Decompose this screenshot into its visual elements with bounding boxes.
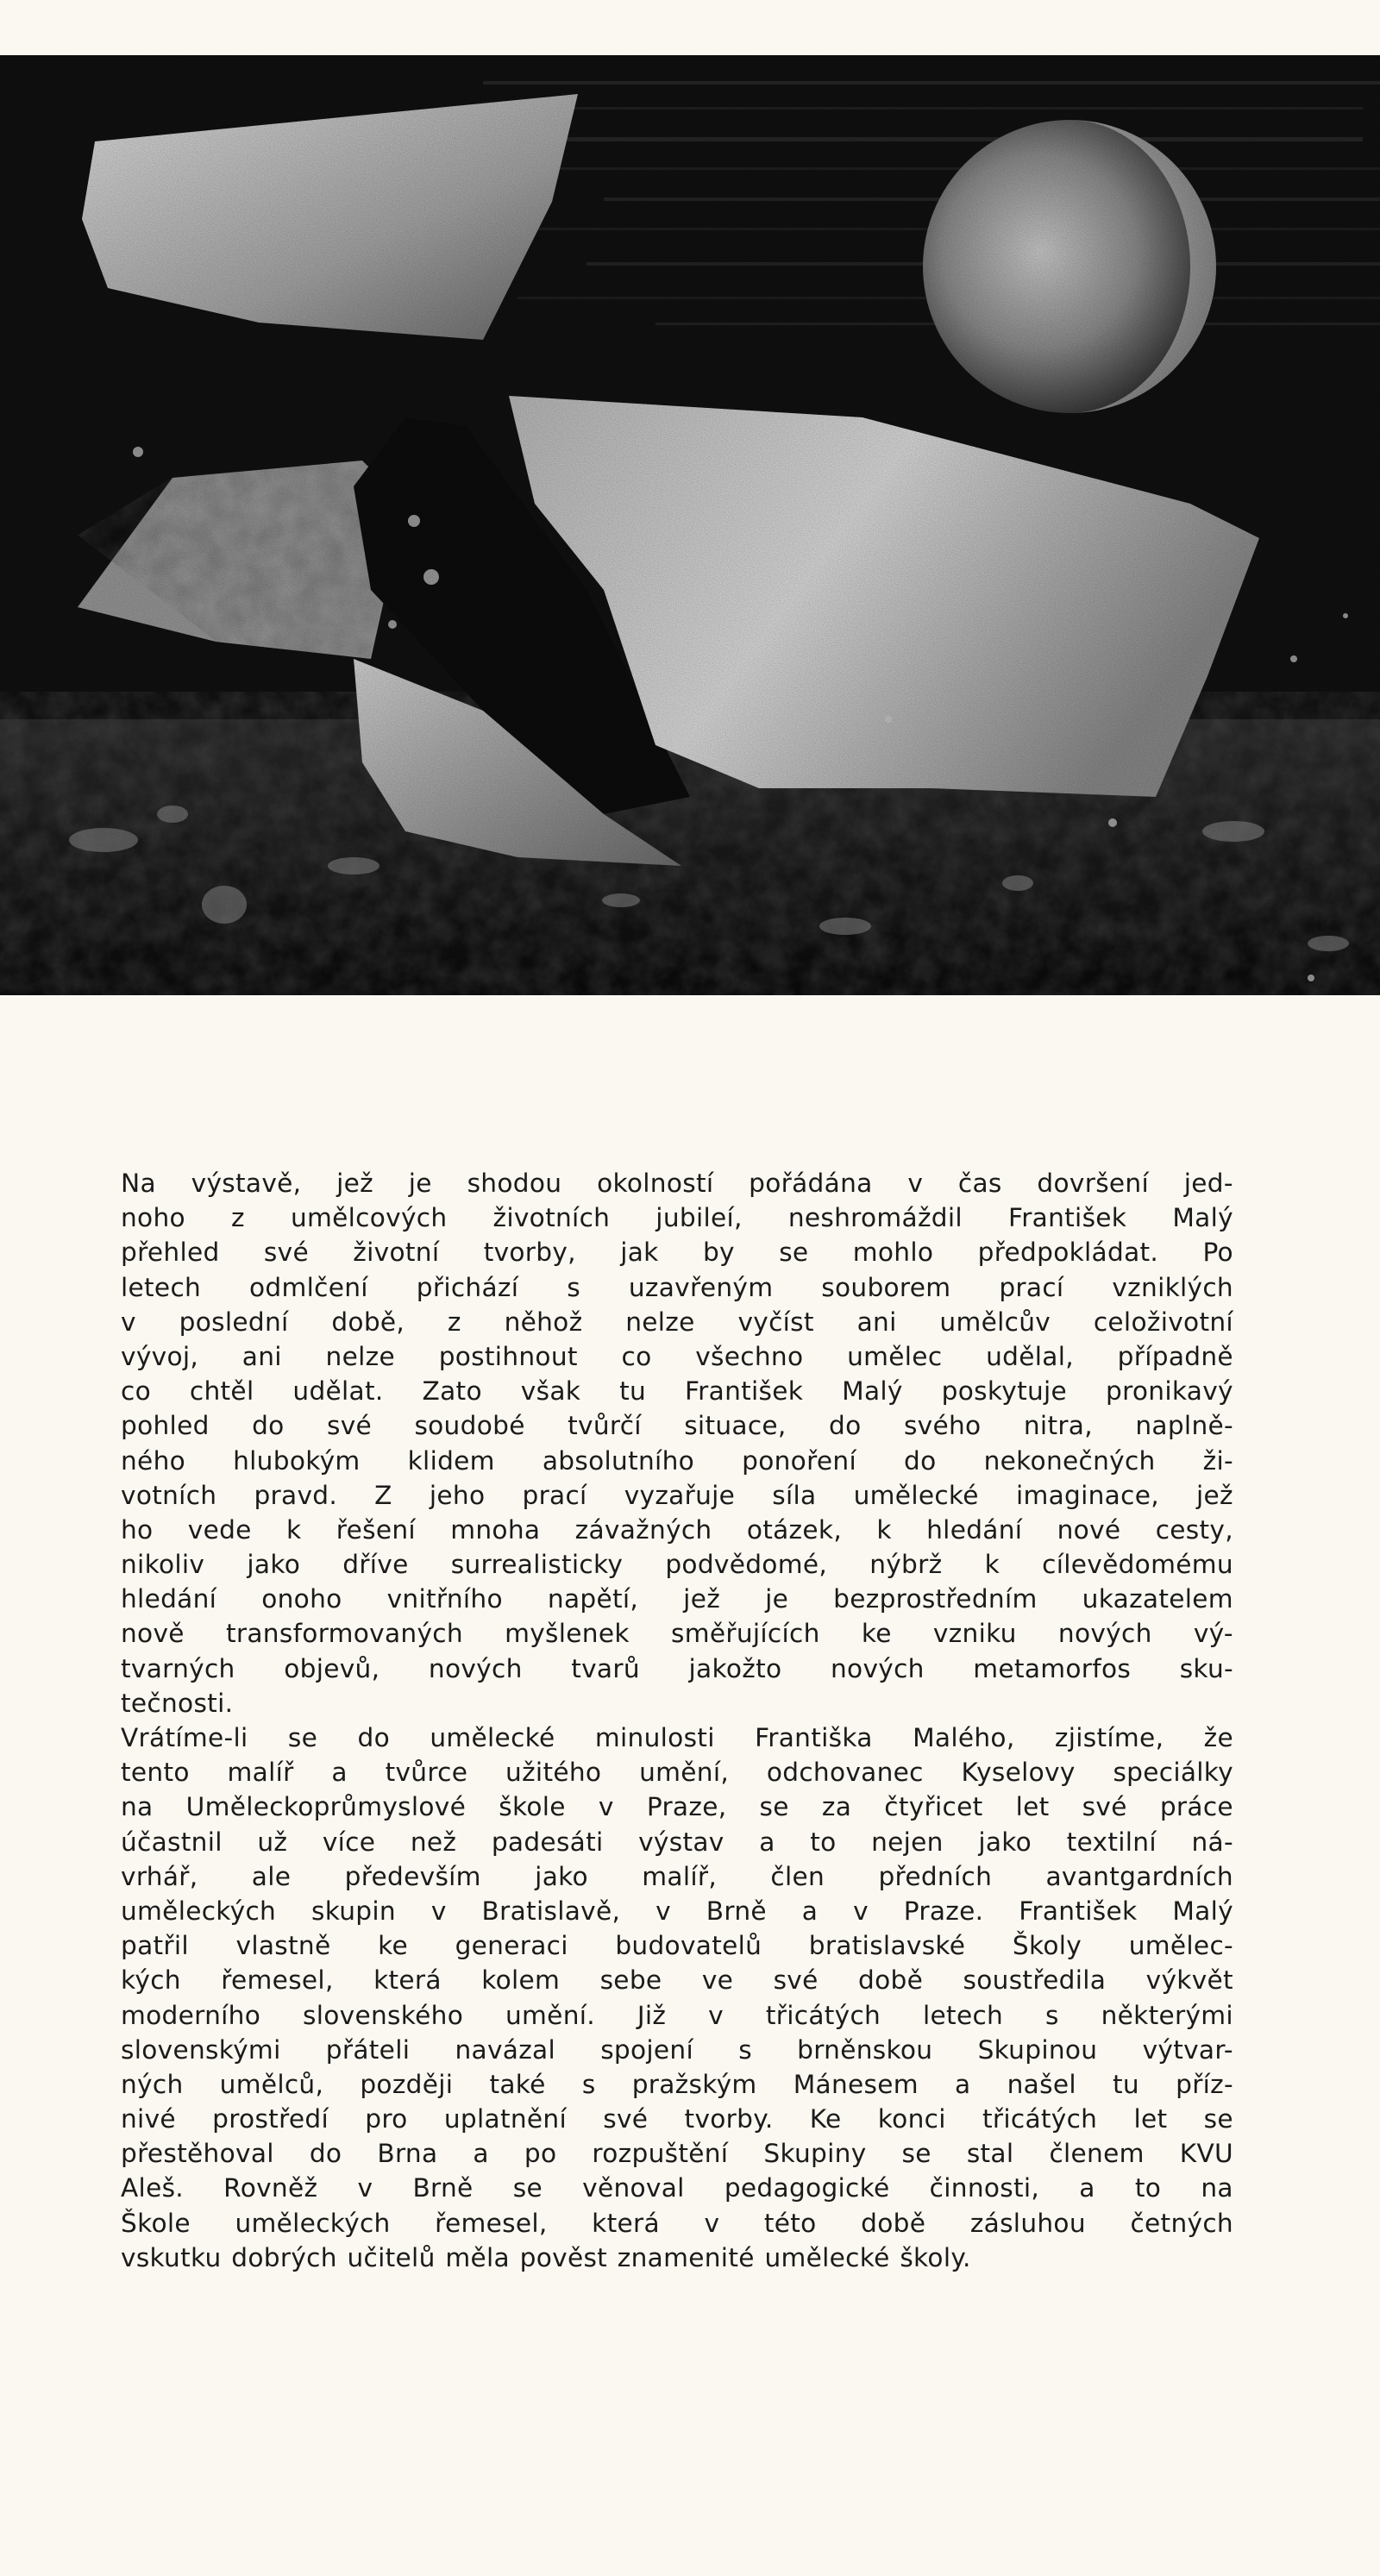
- text-line: vrhář, ale především jako malíř, člen předních avantgardních: [121, 1861, 1233, 1891]
- text-line: slovenskými přáteli navázal spojení s brněnskou Skupinou výtvar-: [121, 2034, 1233, 2065]
- text-line: hledání onoho vnitřního napětí, jež je bezprostředním ukazatelem: [121, 1584, 1233, 1614]
- text-line: tvarných objevů, nových tvarů jakožto nových metamorfos sku-: [121, 1653, 1233, 1683]
- article-text: [121, 1166, 1233, 2275]
- text-line: ho vede k řešení mnoha závažných otázek, k hledání nové cesty,: [121, 1514, 1233, 1545]
- text-line: tento malíř a tvůrce užitého umění, odchovanec Kyselovy speciálky: [121, 1758, 1233, 1788]
- abstract-painting-image: [0, 55, 1380, 995]
- text-line: pohled do své soudobé tvůrčí situace, do svého nitra, naplně-: [121, 1411, 1233, 1441]
- text-line: Vrátíme-li se do umělecké minulosti Františka Malého, zjistíme, že: [121, 1723, 1233, 1752]
- text-line: Aleš. Rovněž v Brně se věnoval pedagogické činnosti, a to na: [121, 2173, 1233, 2203]
- text-line: vývoj, ani nelze postihnout co všechno umělec udělal, případně: [121, 1341, 1233, 1371]
- text-line: přehled své životní tvorby, jak by se mohlo předpokládat. Po: [121, 1238, 1233, 1268]
- text-line: tečnosti.: [121, 1688, 234, 1718]
- text-line: ných umělců, později také s pražským Mánesem a našel tu příz-: [121, 2069, 1233, 2099]
- text-line: ného hlubokým klidem absolutního ponoření do nekonečných ži-: [121, 1445, 1233, 1476]
- text-line: patřil vlastně ke generaci budovatelů bratislavské Školy umělec-: [121, 1931, 1233, 1961]
- text-line: kých řemesel, která kolem sebe ve své době soustředila výkvět: [121, 1965, 1233, 1996]
- text-line: co chtěl udělat. Zato však tu František Malý poskytuje pronikavý: [121, 1376, 1233, 1407]
- text-line: účastnil už více než padesáti výstav a to nejen jako textilní ná-: [121, 1827, 1233, 1857]
- text-line: moderního slovenského umění. Již v třicátých letech s některými: [121, 2000, 1233, 2030]
- painting-illustration: [0, 55, 1380, 995]
- text-line: vskutku dobrých učitelů měla pověst znamenité umělecké školy.: [121, 2242, 971, 2272]
- paragraph-2: [121, 1720, 1233, 2275]
- paragraph-1: [121, 1166, 1233, 1720]
- text-line: v poslední době, z něhož nelze vyčíst ani umělcův celoživotní: [121, 1307, 1233, 1337]
- text-line: uměleckých skupin v Bratislavě, v Brně a v Praze. František Malý: [121, 1896, 1233, 1926]
- text-line: Na výstavě, jež je shodou okolností pořádána v čas dovršení jed-: [121, 1169, 1233, 1198]
- text-line: noho z umělcových životních jubileí, neshromáždil František Malý: [121, 1203, 1233, 1233]
- text-line: nivé prostředí pro uplatnění své tvorby. Ke konci třicátých let se: [121, 2104, 1233, 2134]
- text-line: Škole uměleckých řemesel, která v této době zásluhou četných: [121, 2208, 1233, 2238]
- text-line: nově transformovaných myšlenek směřujících ke vzniku nových vý-: [121, 1619, 1233, 1649]
- text-line: nikoliv jako dříve surrealisticky podvědomé, nýbrž k cílevědomému: [121, 1550, 1233, 1580]
- text-line: letech odmlčení přichází s uzavřeným souborem prací vzniklých: [121, 1272, 1233, 1302]
- text-line: votních pravd. Z jeho prací vyzařuje síla umělecké imaginace, jež: [121, 1480, 1233, 1510]
- text-line: přestěhoval do Brna a po rozpuštění Skupiny se stal členem KVU: [121, 2139, 1233, 2169]
- text-line: na Uměleckoprůmyslové škole v Praze, se za čtyřicet let své práce: [121, 1792, 1233, 1822]
